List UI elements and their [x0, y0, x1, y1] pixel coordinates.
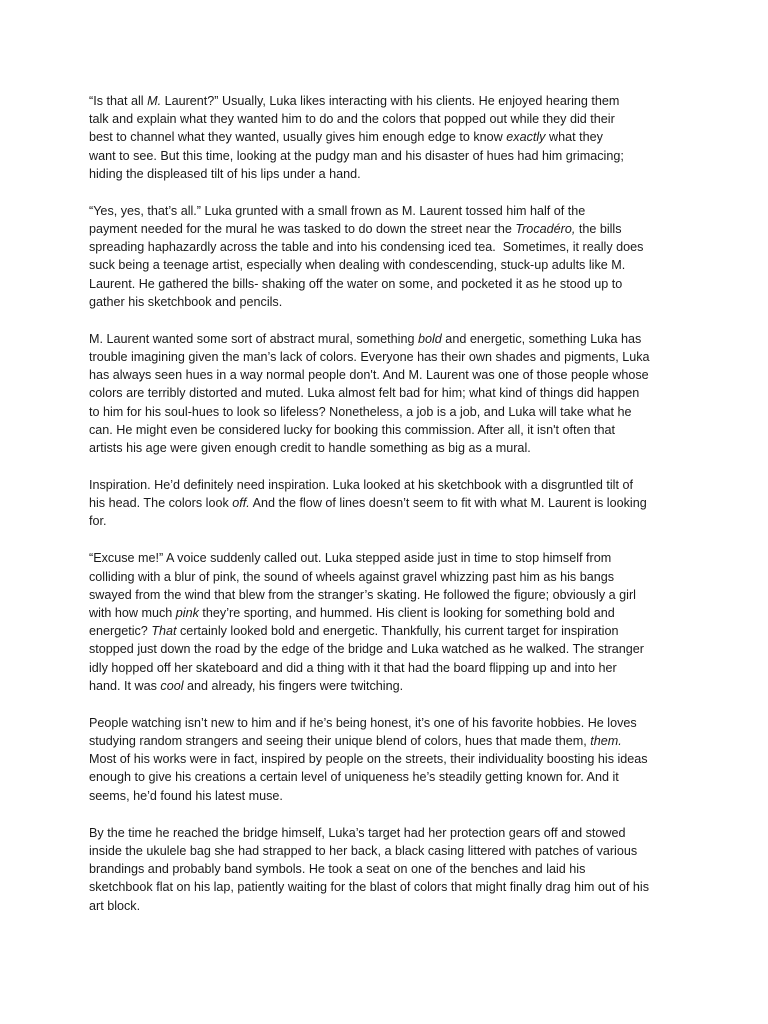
text-run: enough to give his creations a certain level of uniqueness he’s steadily getting known for. And it: [89, 770, 619, 785]
italic-text: cool: [160, 678, 184, 693]
italic-text: bold: [418, 331, 442, 346]
text-run: People watching isn’t new to him and if he’s being honest, it’s one of his favorite hobbies. He loves: [89, 715, 637, 730]
text-run: payment needed for the mural he was tasked to do down the street near the: [89, 222, 516, 237]
text-run: certainly looked bold and energetic. Thankfully, his current target for inspiration: [176, 624, 619, 639]
text-line: [89, 92, 689, 110]
italic-text: M.: [147, 94, 162, 108]
text-line: [89, 768, 689, 786]
text-run: suck being a teenage artist, especially when dealing with condescending, stuck-up adults like M.: [89, 258, 626, 273]
text-run: and energetic, something Luka has: [441, 331, 642, 346]
text-run: inside the ukulele bag she had strapped to her back, a black casing littered with patches of various: [89, 843, 638, 858]
text-line: [89, 275, 689, 293]
text-line: [89, 202, 689, 220]
text-run: By the time he reached the bridge himself, Luka’s target had her protection gears off and stowed: [89, 825, 626, 840]
text-line: [89, 622, 689, 640]
text-run: “Is that all: [89, 94, 148, 108]
text-run: has always seen hues in a way normal people don't. And M. Laurent was one of those people whose: [89, 368, 649, 383]
text-line: [89, 568, 689, 586]
text-line: [89, 860, 689, 878]
text-run: spreading haphazardly across the table and into his condensing iced tea. Sometimes, it really does: [89, 240, 644, 255]
text-line: [89, 732, 689, 750]
paragraph-4: [89, 476, 689, 531]
text-line: [89, 714, 689, 732]
text-run: the bills: [575, 222, 622, 237]
text-run: And the flow of lines doesn’t seem to fit with what M. Laurent is looking: [249, 496, 647, 511]
text-line: [89, 256, 689, 274]
text-run: talk and explain what they wanted him to do and the colors that popped out while they did their: [89, 112, 615, 127]
text-run: art block.: [89, 898, 141, 913]
text-run: idly hopped off her skateboard and did a thing with it that had the board flipping up and into her: [89, 660, 617, 675]
text-line: [89, 439, 689, 457]
text-run: colliding with a blur of pink, the sound of wheels against gravel whizzing past him as his bangs: [89, 569, 615, 584]
text-line: [89, 348, 689, 366]
text-run: Inspiration. He’d definitely need inspiration. Luka looked at his sketchbook with a disgruntled tilt of: [89, 478, 633, 493]
italic-text: pink: [175, 606, 199, 621]
text-line: [89, 640, 689, 658]
text-run: what they: [545, 130, 603, 145]
text-line: [89, 787, 689, 805]
text-line: [89, 330, 689, 348]
text-run: best to channel what they wanted, usually gives him enough edge to know: [89, 130, 507, 145]
paragraph-1: [89, 92, 689, 183]
text-run: Most of his works were in fact, inspired by people on the streets, their individuality boosting his ideas: [89, 752, 648, 767]
text-run: brandings and probably band symbols. He took a seat on one of the benches and laid his: [89, 862, 586, 877]
text-line: [89, 147, 689, 165]
text-line: [89, 293, 689, 311]
text-line: [89, 128, 689, 146]
text-line: [89, 384, 689, 402]
text-run: artists his age were given enough credit to handle something as big as a mural.: [89, 441, 531, 456]
text-run: with how much: [89, 606, 176, 621]
text-run: studying random strangers and seeing their unique blend of colors, hues that made them,: [89, 734, 591, 749]
text-line: [89, 677, 689, 695]
text-run: his head. The colors look: [89, 496, 233, 511]
text-line: [89, 403, 689, 421]
paragraph-2: [89, 202, 689, 311]
text-line: [89, 220, 689, 238]
text-run: can. He might even be considered lucky for booking this commission. After all, it isn't often that: [89, 422, 616, 437]
story-text: [89, 92, 689, 934]
text-line: [89, 878, 689, 896]
text-run: gather his sketchbook and pencils.: [89, 294, 283, 309]
text-run: sketchbook flat on his lap, patiently waiting for the blast of colors that might finally drag him out of his: [89, 880, 650, 895]
text-run: swayed from the wind that blew from the stranger’s skating. He followed the figure; obviously a girl: [89, 587, 636, 602]
text-run: “Yes, yes, that’s all.” Luka grunted with a small frown as M. Laurent tossed him half of the: [89, 203, 586, 218]
text-run: hiding the displeased tilt of his lips under a hand.: [89, 166, 361, 181]
text-line: [89, 659, 689, 677]
text-line: [89, 238, 689, 256]
text-line: [89, 110, 689, 128]
text-run: energetic?: [89, 624, 152, 639]
paragraph-5: [89, 549, 689, 695]
text-line: [89, 165, 689, 183]
text-run: to him for his soul-hues to look so lifeless? Nonetheless, a job is a job, and Luka will take what he: [89, 404, 632, 419]
text-line: [89, 604, 689, 622]
italic-text: Trocadéro,: [515, 222, 576, 237]
text-line: [89, 750, 689, 768]
italic-text: off.: [232, 496, 250, 511]
text-run: want to see. But this time, looking at the pudgy man and his disaster of hues had him grimacing;: [89, 148, 624, 163]
italic-text: exactly: [506, 130, 546, 145]
text-run: “Excuse me!” A voice suddenly called out. Luka stepped aside just in time to stop himself from: [89, 551, 612, 566]
text-line: [89, 549, 689, 567]
text-line: [89, 512, 689, 530]
text-line: [89, 366, 689, 384]
text-run: M. Laurent wanted some sort of abstract mural, something: [89, 331, 418, 346]
text-run: seems, he’d found his latest muse.: [89, 788, 283, 803]
paragraph-6: [89, 714, 689, 805]
text-line: [89, 897, 689, 915]
text-run: for.: [89, 514, 107, 529]
italic-text: them.: [590, 734, 622, 749]
text-line: [89, 586, 689, 604]
text-run: Laurent. He gathered the bills- shaking off the water on some, and pocketed it as he stood up to: [89, 276, 623, 291]
text-line: [89, 824, 689, 842]
paragraph-7: [89, 824, 689, 915]
text-run: colors are terribly distorted and muted. Luka almost felt bad for him; what kind of things did happen: [89, 386, 640, 401]
italic-text: That: [151, 624, 177, 639]
paragraph-3: [89, 330, 689, 457]
text-run: they’re sporting, and hummed. His client is looking for something bold and: [198, 606, 615, 621]
text-line: [89, 842, 689, 860]
text-run: hand. It was: [89, 678, 161, 693]
text-line: [89, 476, 689, 494]
text-run: trouble imagining given the man’s lack of colors. Everyone has their own shades and pigments, Luka: [89, 350, 650, 365]
text-line: [89, 421, 689, 439]
text-run: stopped just down the road by the edge of the bridge and Luka watched as he walked. The stranger: [89, 642, 644, 657]
text-line: [89, 494, 689, 512]
text-run: and already, his fingers were twitching.: [183, 678, 404, 693]
text-run: Laurent?” Usually, Luka likes interacting with his clients. He enjoyed hearing them: [161, 94, 620, 108]
